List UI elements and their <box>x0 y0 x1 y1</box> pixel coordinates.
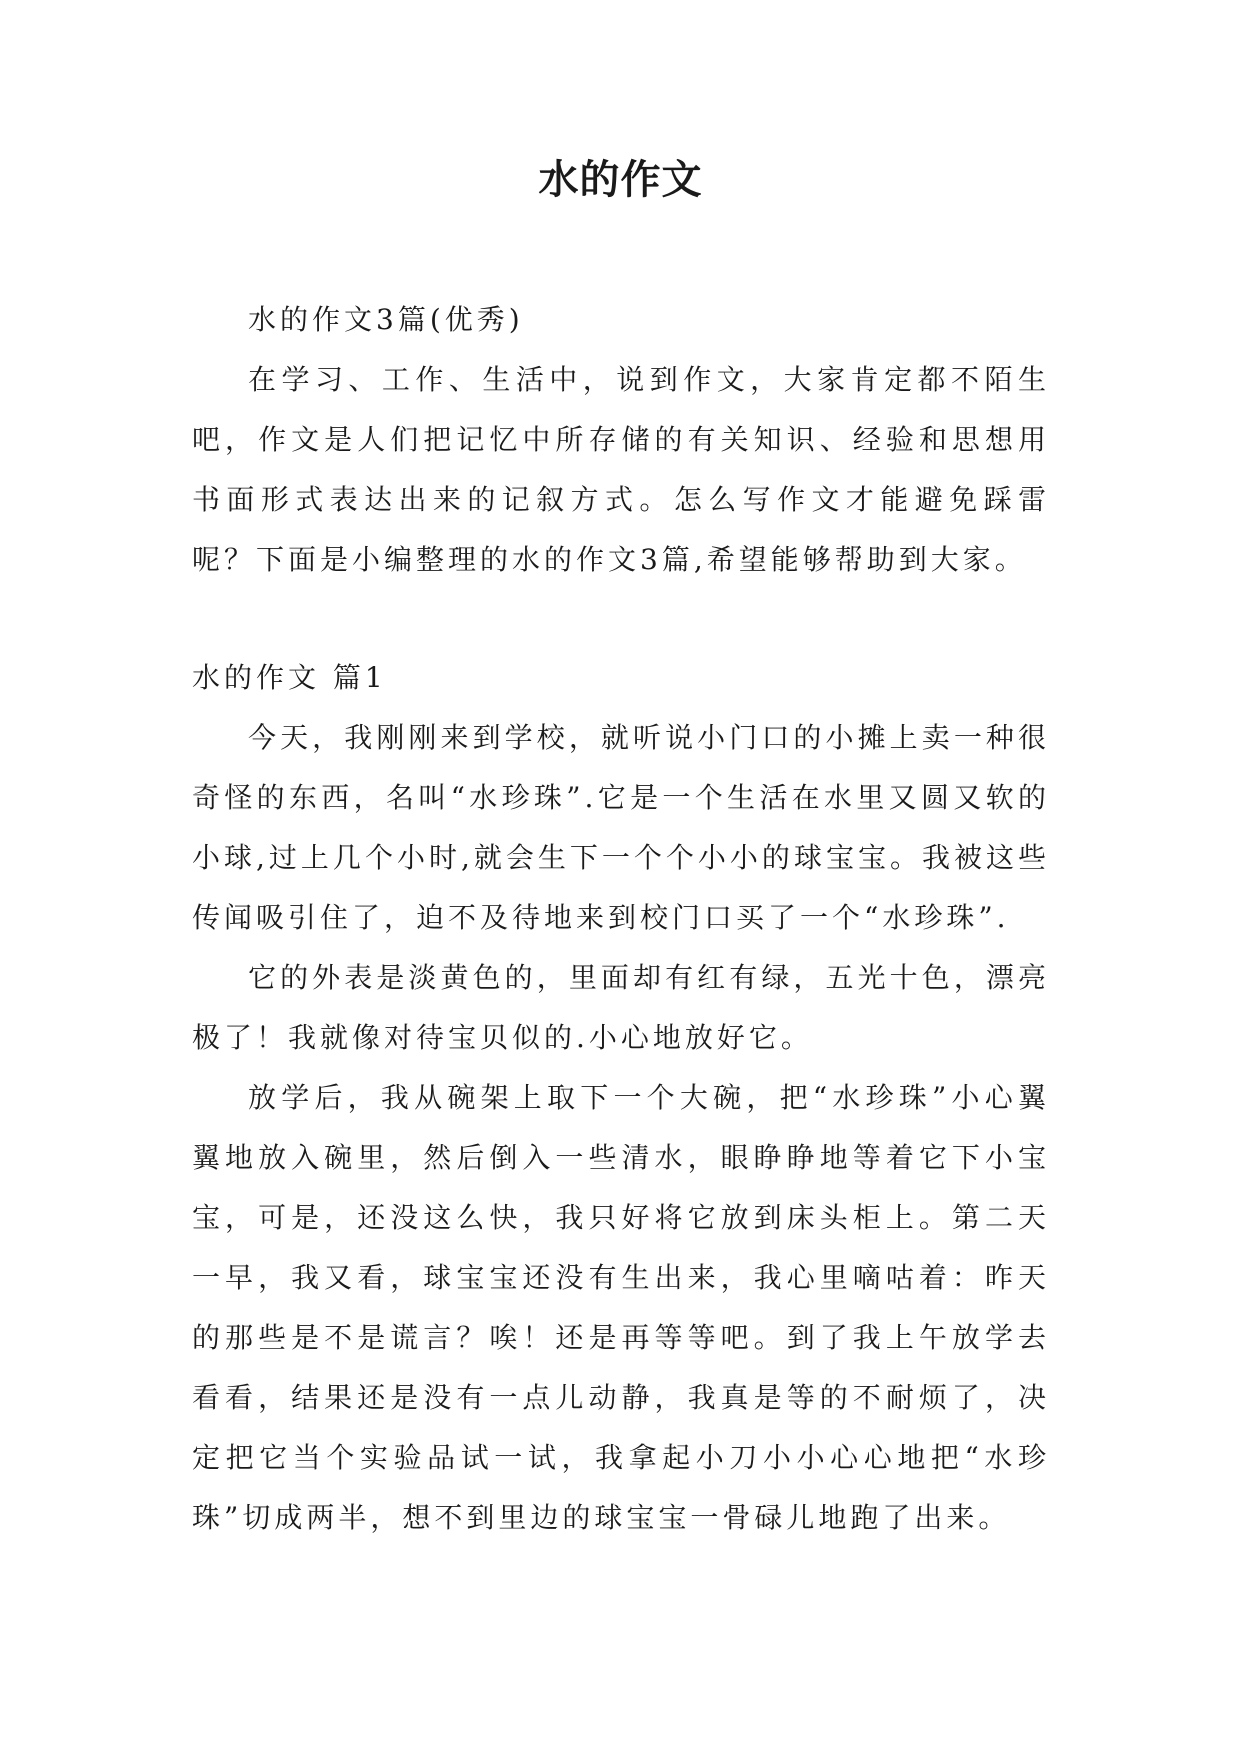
document-title: 水的作文 <box>538 157 703 203</box>
document-body <box>192 290 1050 1548</box>
section-spacer <box>192 590 1050 648</box>
body-paragraph-2: 它的外表是淡黄色的，里面却有红有绿，五光十色，漂亮极了！我就像对待宝贝似的.小心地放好它。 <box>192 961 1050 1054</box>
body-paragraph-1: 今天，我刚刚来到学校，就听说小门口的小摊上卖一种很奇怪的东西，名叫“水珍珠”.它是一个生活在水里又圆又软的小球,过上几个小时,就会生下一个个小小的球宝宝。我被这些传闻吸引住了，迫不及待地来到校门口买了一个“水珍珠”. <box>192 721 1050 934</box>
document-subtitle: 水的作文3篇(优秀) <box>248 303 524 336</box>
intro-paragraph: 在学习、工作、生活中，说到作文，大家肯定都不陌生吧，作文是人们把记忆中所存储的有关知识、经验和思想用书面形式表达出来的记叙方式。怎么写作文才能避免踩雷呢？下面是小编整理的水的作文3篇,希望能够帮助到大家。 <box>192 363 1050 576</box>
body-paragraph-3: 放学后，我从碗架上取下一个大碗，把“水珍珠”小心翼翼地放入碗里，然后倒入一些清水，眼睁睁地等着它下小宝宝，可是，还没这么快，我只好将它放到床头柜上。第二天一早，我又看，球宝宝还没有生出来，我心里嘀咕着：昨天的那些是不是谎言？唉！还是再等等吧。到了我上午放学去看看，结果还是没有一点儿动静，我真是等的不耐烦了，决定把它当个实验品试一试，我拿起小刀小小心心地把“水珍珠”切成两半，想不到里边的球宝宝一骨碌儿地跑了出来。 <box>192 1081 1050 1534</box>
section-heading: 水的作文 篇1 <box>192 661 387 694</box>
